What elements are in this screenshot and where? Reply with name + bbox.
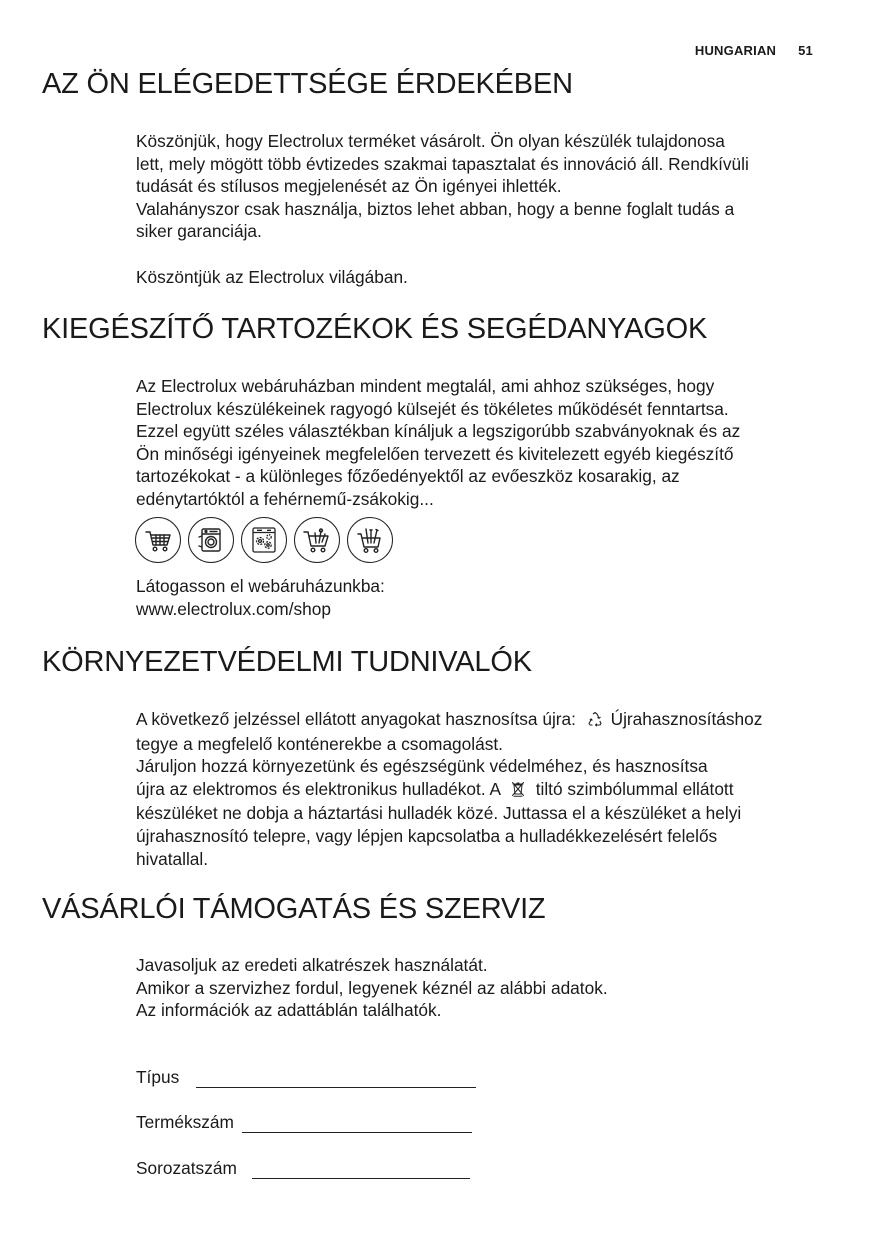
section-title-environment: KÖRNYEZETVÉDELMI TUDNIVALÓK [42,646,532,678]
text-line: siker garanciája. [136,221,262,242]
text-line: Köszönjük, hogy Electrolux terméket vásárolt. Ön olyan készülék tulajdonosa [136,131,725,151]
text-line: Köszöntjük az Electrolux világában. [136,266,408,287]
text-line: tegye a megfelelő konténerekbe a csomagolást. [136,733,503,754]
text-line: Az információk az adattáblán találhatók. [136,1000,442,1021]
section-title-accessories: KIEGÉSZÍTŐ TARTOZÉKOK ÉS SEGÉDANYAGOK [42,313,708,345]
field-label: Sorozatszám [136,1158,237,1178]
text-line: Ezzel együtt széles választékban kínáljuk a legszigorúbb szabványoknak és az [136,421,741,442]
text-line: tudását és stílusos megjelenését az Ön igényei ihlették. [136,176,562,197]
text-line: hivatallal. [136,848,209,869]
text-line: Járuljon hozzá környezetünk és egészségünk védelméhez, és hasznosítsa [136,756,708,777]
gears-icon [241,517,287,563]
section-title-customer-support: VÁSÁRLÓI TÁMOGATÁS ÉS SZERVIZ [42,893,546,925]
page-header [695,43,813,58]
environment-text [136,708,826,870]
text-line: készüléket ne dobja a háztartási hulladék közé. Juttassa el a készüléket a helyi [136,803,742,824]
type-field[interactable] [136,1066,476,1088]
text-line: újra az elektromos és elektronikus hulladékot. A tiltó szimbólummal ellátott [136,778,826,803]
text-line: Az Electrolux webáruházban mindent megtalál, ami ahhoz szükséges, hogy [136,376,715,396]
field-label: Típus [136,1067,180,1087]
text-line: tartozékokat - a különleges főzőedényektől az evőeszköz kosarakig, az [136,466,680,487]
washing-machine-icon [188,517,234,563]
text-line: Javasoljuk az eredeti alkatrészek használatát. [136,955,488,975]
text-line: A következő jelzéssel ellátott anyagokat hasznosítsa újra: Újrahasznosításhoz [136,708,826,733]
accessory-icons-row [135,517,393,563]
field-line[interactable] [196,1069,476,1088]
text-line: lett, mely mögött több évtizedes szakmai tapasztalat és innováció áll. Rendkívüli [136,153,749,174]
text-line: Amikor a szervizhez fordul, legyenek kéznél az alábbi adatok. [136,977,608,998]
shop-visit-text [136,575,826,620]
text-line: újrahasznosító telepre, vagy lépjen kapcsolatba a hulladékkezelésért felelős [136,825,718,846]
text-line: Valahányszor csak használja, biztos lehet abban, hogy a benne foglalt tudás a [136,198,735,219]
field-line[interactable] [242,1114,472,1133]
field-label: Termékszám [136,1112,234,1132]
text-line: Látogasson el webáruházunkba: [136,576,385,596]
product-number-field[interactable] [136,1111,472,1133]
shopping-cart-icon [135,517,181,563]
accessories-text [136,375,826,511]
cart-accessories-icon [294,517,340,563]
cart-utensils-icon [347,517,393,563]
text-line: edénytartóktól a fehérnemű-zsákokig... [136,488,434,509]
text-line: Ön minőségi igényeinek megfelelően tervezett és kivitelezett egyéb kiegészítő [136,443,734,464]
shop-link[interactable]: www.electrolux.com/shop [136,598,331,619]
text-line [136,243,826,266]
serial-number-field[interactable] [136,1157,470,1179]
recycle-icon [587,710,603,733]
crossed-bin-icon [511,780,525,803]
support-text [136,954,826,1022]
field-line[interactable] [252,1160,470,1179]
satisfaction-text [136,130,826,288]
text-line: Electrolux készülékeinek ragyogó külsejét és tökéletes működését fenntartsa. [136,398,729,419]
language-label: HUNGARIAN [694,43,777,58]
page-number: 51 [798,43,813,58]
section-title-satisfaction: AZ ÖN ELÉGEDETTSÉGE ÉRDEKÉBEN [42,68,573,100]
